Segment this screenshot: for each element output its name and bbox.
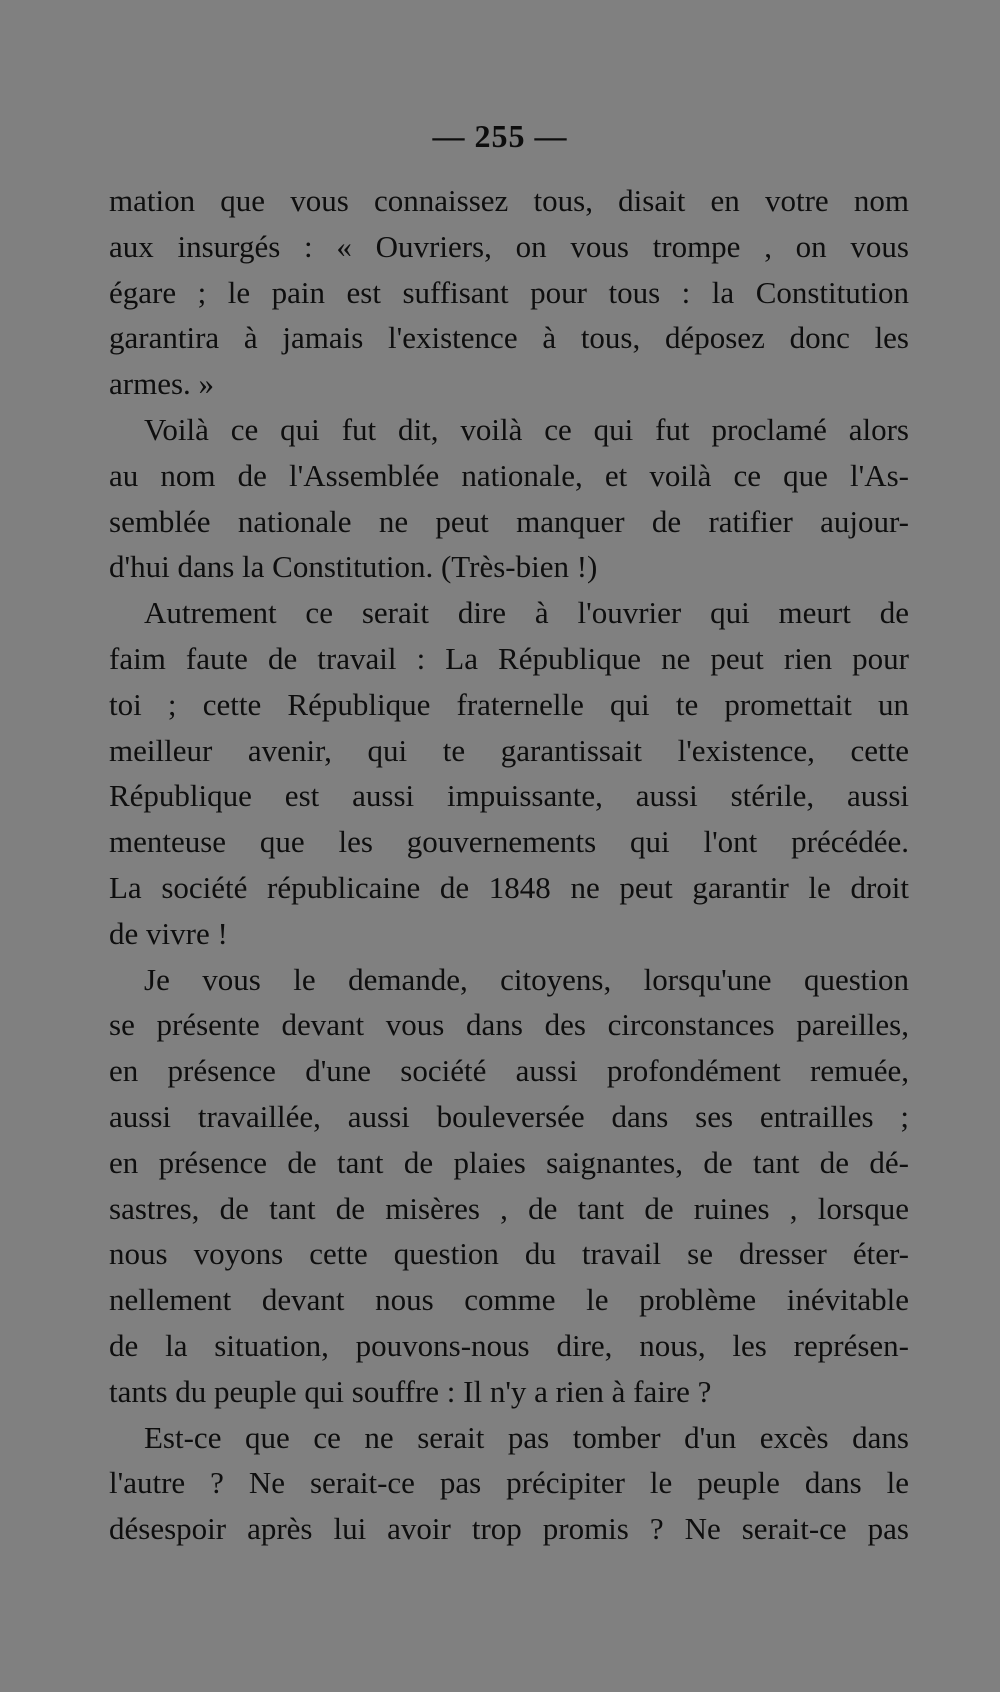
text-line: République est aussi impuissante, aussi stérile, aussi: [109, 778, 909, 814]
text-line: l'autre ? Ne serait-ce pas précipiter le peuple dans le: [109, 1465, 909, 1501]
page-number: — 255 —: [432, 118, 568, 154]
text-line: meilleur avenir, qui te garantissait l'existence, cette: [109, 732, 909, 768]
body-text: [109, 178, 909, 1552]
text-line: faim faute de travail : La République ne peut rien pour: [109, 640, 909, 676]
text-line: se présente devant vous dans des circonstances pareilles,: [109, 1007, 909, 1043]
text-line: aussi travaillée, aussi bouleversée dans ses entrailles ;: [109, 1098, 909, 1134]
text-line: aux insurgés : « Ouvriers, on vous trompe , on vous: [109, 228, 909, 264]
text-line: tants du peuple qui souffre : Il n'y a rien à faire ?: [109, 1373, 712, 1409]
text-line: toi ; cette République fraternelle qui te promettait un: [109, 686, 909, 722]
text-line: de vivre !: [109, 915, 228, 951]
text-line: Voilà ce qui fut dit, voilà ce qui fut proclamé alors: [144, 411, 909, 447]
text-line: en présence de tant de plaies saignantes, de tant de dé-: [109, 1144, 909, 1180]
text-line: sastres, de tant de misères , de tant de ruines , lorsque: [109, 1190, 909, 1226]
text-line: menteuse que les gouvernements qui l'ont précédée.: [109, 824, 909, 860]
text-line: nellement devant nous comme le problème inévitable: [109, 1282, 909, 1318]
text-line: La société républicaine de 1848 ne peut garantir le droit: [109, 869, 909, 905]
text-line: semblée nationale ne peut manquer de ratifier aujour-: [109, 503, 909, 539]
text-line: armes. »: [109, 366, 215, 402]
text-line: au nom de l'Assemblée nationale, et voilà ce que l'As-: [109, 457, 909, 493]
text-line: désespoir après lui avoir trop promis ? Ne serait-ce pas: [109, 1511, 909, 1547]
text-line: d'hui dans la Constitution. (Très-bien !): [109, 549, 598, 585]
text-line: en présence d'une société aussi profondément remuée,: [109, 1053, 909, 1089]
text-line: mation que vous connaissez tous, disait en votre nom: [109, 183, 909, 218]
text-line: Est-ce que ce ne serait pas tomber d'un excès dans: [144, 1419, 909, 1455]
text-line: garantira à jamais l'existence à tous, déposez donc les: [109, 320, 909, 356]
text-line: nous voyons cette question du travail se dresser éter-: [109, 1236, 909, 1272]
text-line: Je vous le demande, citoyens, lorsqu'une question: [144, 961, 909, 997]
text-line: de la situation, pouvons-nous dire, nous, les représen-: [109, 1327, 909, 1363]
text-line: Autrement ce serait dire à l'ouvrier qui meurt de: [144, 595, 909, 631]
text-line: égare ; le pain est suffisant pour tous : la Constitution: [109, 274, 909, 310]
